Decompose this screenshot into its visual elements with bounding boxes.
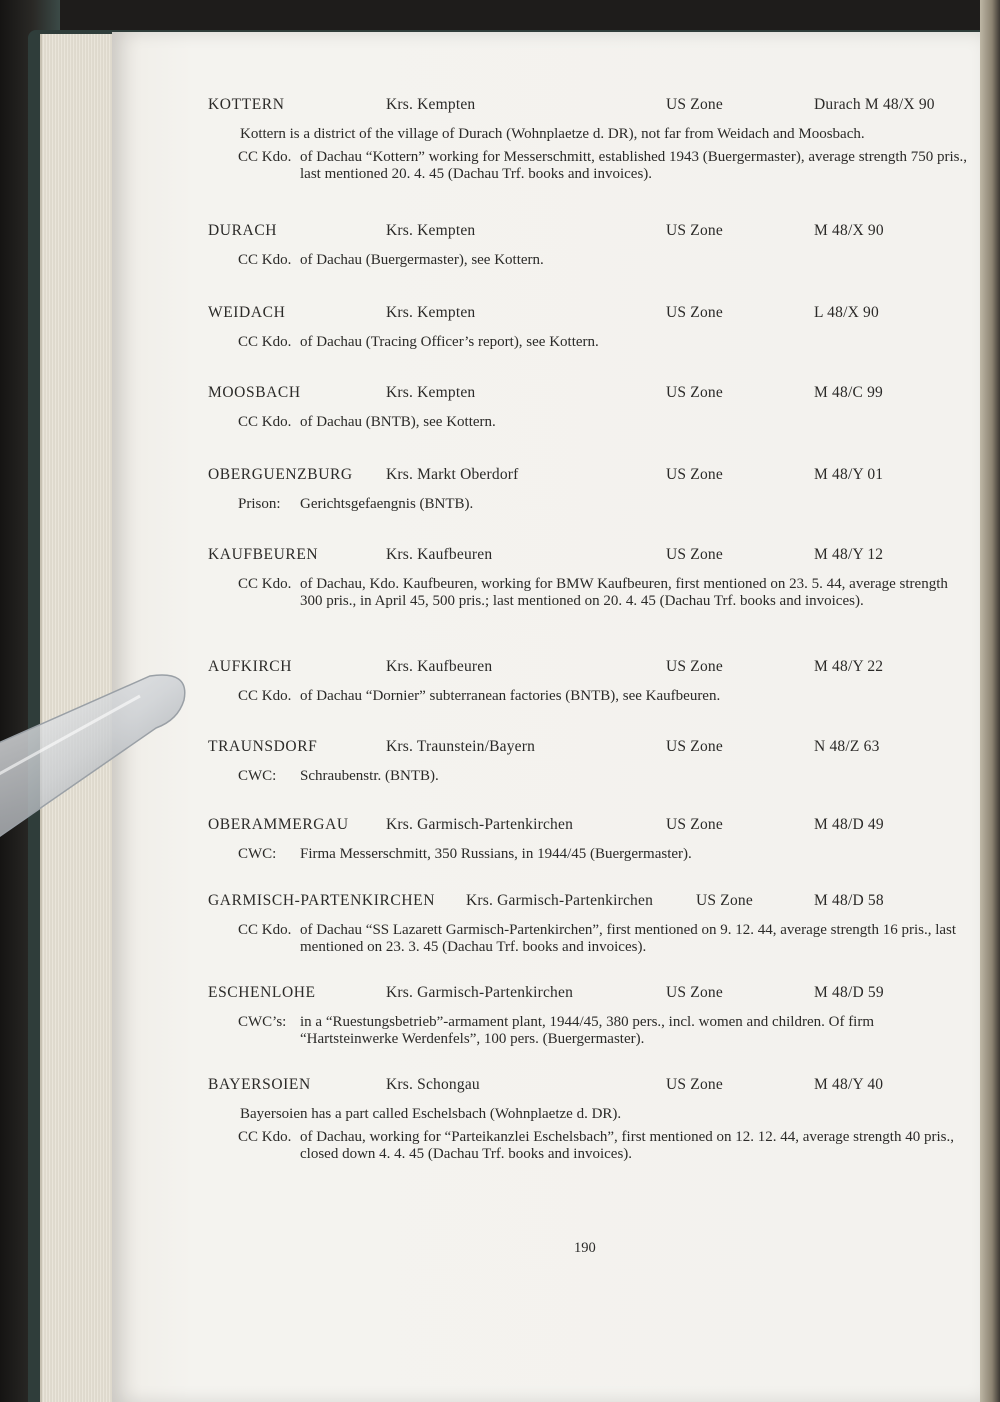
entry-line [208, 252, 968, 269]
place-name: BAYERSOIEN [208, 1076, 311, 1093]
entry-line-label: CWC: [238, 846, 277, 862]
entry-line-label: CC Kdo. [238, 252, 292, 268]
entry-line-text: Schraubenstr. (BNTB). [300, 768, 439, 784]
zone-label: US Zone [666, 738, 723, 755]
zone-label: US Zone [666, 984, 723, 1001]
entry-heading [208, 984, 968, 1008]
entry-line [208, 1014, 968, 1048]
page-holder-spatula-icon [0, 640, 200, 860]
map-reference: M 48/Y 01 [814, 466, 884, 483]
map-reference: M 48/C 99 [814, 384, 883, 401]
page-right-edge [980, 0, 1000, 1402]
page-number: 190 [574, 1240, 596, 1256]
entry-line [208, 496, 968, 513]
entry-line-text: of Dachau (Buergermaster), see Kottern. [300, 252, 544, 268]
entry-line-text: of Dachau, working for “Parteikanzlei Eschelsbach”, first mentioned on 12. 12. 44, average strength 40 pris., closed down 4. 4. 45 (Dachau Trf. books and invoices). [300, 1129, 954, 1162]
entry-line [208, 688, 968, 705]
entry-note: Kottern is a district of the village of Durach (Wohnplaetze d. DR), not far from Weidach and Moosbach. [240, 126, 865, 142]
zone-label: US Zone [666, 384, 723, 401]
entry-line-text: of Dachau “Dornier” subterranean factories (BNTB), see Kaufbeuren. [300, 688, 721, 704]
district-name: Krs. Markt Oberdorf [386, 466, 519, 483]
zone-label: US Zone [696, 892, 753, 909]
entry-heading [208, 96, 968, 120]
entry-line-label: CC Kdo. [238, 149, 292, 165]
entry-line-text: in a “Ruestungsbetrieb”-armament plant, 1944/45, 380 pers., incl. women and children. Of firm “Hartsteinwerke Werdenfels”, 100 pers. (Buergermaster). [300, 1014, 875, 1047]
district-name: Krs. Kempten [386, 304, 476, 321]
entry-line [208, 576, 968, 610]
entry-line [208, 414, 968, 431]
place-name: ESCHENLOHE [208, 984, 316, 1001]
map-reference: M 48/Y 22 [814, 658, 884, 675]
entry-heading [208, 546, 968, 570]
entry-garmisch-partenkirchen [208, 892, 968, 956]
place-name: KOTTERN [208, 96, 285, 113]
entry-heading [208, 384, 968, 408]
district-name: Krs. Schongau [386, 1076, 480, 1093]
district-name: Krs. Kaufbeuren [386, 546, 493, 563]
entry-oberguenzburg [208, 466, 968, 513]
entry-line-label: Prison: [238, 496, 281, 512]
zone-label: US Zone [666, 816, 723, 833]
entry-kottern [208, 96, 968, 183]
entry-line-text: of Dachau, Kdo. Kaufbeuren, working for BMW Kaufbeuren, first mentioned on 23. 5. 44, average strength 300 pris., in April 45, 500 pris.; last mentioned on 20. 4. 45 (Dachau Trf. books and invoices). [300, 576, 948, 609]
entry-line [208, 768, 968, 785]
entry-line-label: CC Kdo. [238, 334, 292, 350]
entry-eschenlohe [208, 984, 968, 1048]
zone-label: US Zone [666, 222, 723, 239]
entry-line [208, 922, 968, 956]
entry-line-text: of Dachau (Tracing Officer’s report), see Kottern. [300, 334, 599, 350]
district-name: Krs. Garmisch-Partenkirchen [466, 892, 654, 909]
place-name: GARMISCH-PARTENKIRCHEN [208, 892, 435, 909]
entry-line [208, 149, 968, 183]
entry-line [208, 334, 968, 351]
zone-label: US Zone [666, 658, 723, 675]
entry-traunsdorf [208, 738, 968, 785]
district-name: Krs. Traunstein/Bayern [386, 738, 536, 755]
place-name: AUFKIRCH [208, 658, 293, 675]
entry-line-label: CWC: [238, 768, 277, 784]
map-reference: M 48/D 58 [814, 892, 884, 909]
entry-heading [208, 466, 968, 490]
district-name: Krs. Garmisch-Partenkirchen [386, 984, 574, 1001]
map-reference: L 48/X 90 [814, 304, 879, 321]
entry-heading [208, 1076, 968, 1100]
place-name: OBERAMMERGAU [208, 816, 349, 833]
map-reference: N 48/Z 63 [814, 738, 880, 755]
place-name: WEIDACH [208, 304, 286, 321]
place-name: DURACH [208, 222, 278, 239]
entry-kaufbeuren [208, 546, 968, 610]
zone-label: US Zone [666, 466, 723, 483]
entry-line-text: Firma Messerschmitt, 350 Russians, in 1944/45 (Buergermaster). [300, 846, 692, 862]
zone-label: US Zone [666, 1076, 723, 1093]
zone-label: US Zone [666, 304, 723, 321]
entry-heading [208, 222, 968, 246]
district-name: Krs. Kaufbeuren [386, 658, 493, 675]
place-name: KAUFBEUREN [208, 546, 319, 563]
entry-oberammergau [208, 816, 968, 863]
map-reference: M 48/Y 40 [814, 1076, 884, 1093]
zone-label: US Zone [666, 96, 723, 113]
map-reference: M 48/Y 12 [814, 546, 884, 563]
zone-label: US Zone [666, 546, 723, 563]
district-name: Krs. Kempten [386, 384, 476, 401]
entry-line-text: of Dachau “Kottern” working for Messerschmitt, established 1943 (Buergermaster), average strength 750 pris., last mentioned 20. 4. 45 (Dachau Trf. books and invoices). [300, 149, 968, 182]
entry-line [208, 846, 968, 863]
entry-weidach [208, 304, 968, 351]
district-name: Krs. Kempten [386, 96, 476, 113]
map-reference: M 48/D 59 [814, 984, 884, 1001]
book-page [112, 32, 980, 1402]
entry-line-label: CC Kdo. [238, 1129, 292, 1145]
map-reference: M 48/X 90 [814, 222, 884, 239]
entry-moosbach [208, 384, 968, 431]
entry-line-text: of Dachau (BNTB), see Kottern. [300, 414, 496, 430]
place-name: MOOSBACH [208, 384, 301, 401]
entry-heading [208, 892, 968, 916]
entry-line-label: CC Kdo. [238, 688, 292, 704]
entry-line-label: CC Kdo. [238, 414, 292, 430]
entry-heading [208, 816, 968, 840]
entry-bayersoien [208, 1076, 968, 1163]
map-reference: M 48/D 49 [814, 816, 884, 833]
district-name: Krs. Kempten [386, 222, 476, 239]
entry-line-text: of Dachau “SS Lazarett Garmisch-Partenkirchen”, first mentioned on 9. 12. 44, average strength 16 pris., last mentioned on 23. 3. 45 (Dachau Trf. books and invoices). [300, 922, 957, 955]
entry-heading [208, 658, 968, 682]
entry-line [208, 1129, 968, 1163]
entry-line-label: CWC’s: [238, 1014, 287, 1030]
entry-aufkirch [208, 658, 968, 705]
entry-heading [208, 738, 968, 762]
entry-durach [208, 222, 968, 269]
place-name: OBERGUENZBURG [208, 466, 353, 483]
district-name: Krs. Garmisch-Partenkirchen [386, 816, 574, 833]
entry-note: Bayersoien has a part called Eschelsbach (Wohnplaetze d. DR). [240, 1106, 622, 1122]
map-reference: Durach M 48/X 90 [814, 96, 935, 113]
entry-line-text: Gerichtsgefaengnis (BNTB). [300, 496, 474, 512]
place-name: TRAUNSDORF [208, 738, 318, 755]
entry-heading [208, 304, 968, 328]
entry-line-label: CC Kdo. [238, 922, 292, 938]
entry-line-label: CC Kdo. [238, 576, 292, 592]
